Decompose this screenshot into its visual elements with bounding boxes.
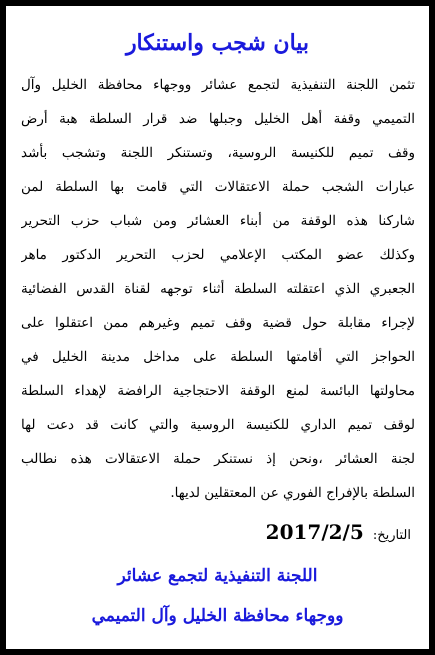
body-line: محاولتها البائسة لمنع الوقفة الاحتجاجية الرافضة لإهداء السلطة — [21, 383, 415, 399]
body-line: الجعبري الذي اعتقلته السلطة أثناء توجهه لقناة القدس الفضائية — [21, 281, 415, 297]
signature-line-1: اللجنة التنفيذية لتجمع عشائر — [117, 566, 318, 586]
body-line: وكذلك عضو المكتب الإعلامي لحزب التحرير الدكتور ماهر — [21, 247, 415, 263]
body-line: السلطة بالإفراج الفوري عن المعتقلين لديها. — [170, 485, 415, 501]
statement-body — [21, 68, 415, 510]
body-line: التميمي وقفة أهل الخليل وجبلها ضد قرار السلطة هبة أرض — [21, 111, 415, 127]
body-line: لوقف تميم الداري للكنيسة الروسية والتي كانت قد دعت لها — [21, 417, 415, 433]
body-line: عبارات الشجب حملة الاعتقالات التي قامت بها السلطة لمن — [21, 179, 415, 195]
body-line: وقف تميم للكنيسة الروسية، وتستنكر اللجنة وتشجب بأشد — [21, 145, 415, 161]
date-label: التاريخ: — [372, 528, 411, 543]
body-line: لإجراء مقابلة حول قضية وقف تميم وغيرهم ممن اعتقلوا على — [21, 315, 415, 331]
body-line: تثمن اللجنة التنفيذية لتجمع عشائر ووجهاء محافظة الخليل وآل — [21, 77, 415, 93]
signature-line-2: ووجهاء محافظة الخليل وآل التميمي — [91, 606, 344, 626]
body-line: لجنة العشائر ،ونحن إذ نستنكر حملة الاعتقالات هذه نطالب — [21, 451, 415, 467]
body-line: الحواجز التي أقامتها السلطة على مداخل مدينة الخليل في — [21, 349, 415, 365]
statement-title: بيان شجب واستنكار — [125, 30, 310, 56]
statement-page — [6, 6, 429, 649]
body-line: شاركنا هذه الوقفة من أبناء العشائر ومن شباب حزب التحرير — [21, 213, 415, 229]
date-value: 2017/2/5 — [265, 520, 364, 544]
date-row — [21, 518, 411, 546]
